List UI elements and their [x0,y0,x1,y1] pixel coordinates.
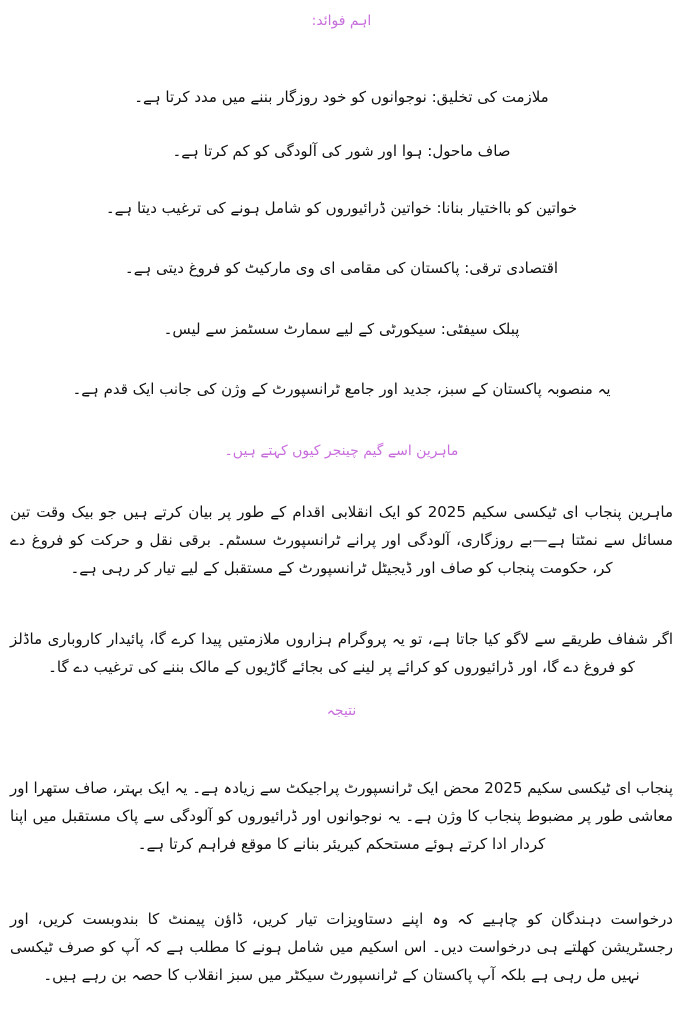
benefit-item-women-empowerment: خواتین کو بااختیار بنانا: خواتین ڈرائیوروں کو شامل ہونے کی ترغیب دیتا ہے۔ [105,199,578,217]
benefits-summary: یہ منصوبہ پاکستان کے سبز، جدید اور جامع ٹرانسپورٹ کے وژن کی جانب ایک قدم ہے۔ [72,380,611,398]
conclusion-paragraph-1: پنجاب ای ٹیکسی سکیم 2025 محض ایک ٹرانسپورٹ پراجیکٹ سے زیادہ ہے۔ یہ ایک بہتر، صاف ستھرا اور معاشی طور پر مضبوط پنجاب کا وژن ہے۔ یہ نوجوانوں اور ڈرائیوروں کو آلودگی سے پاک مستقبل میں اپنا کردار ادا کرتے ہوئے مستحکم کیریئر بنانے کا موقع فراہم کرتا ہے۔ [10,779,673,853]
benefit-item-economic-growth: اقتصادی ترقی: پاکستان کی مقامی ای وی مارکیٹ کو فروغ دیتی ہے۔ [124,259,559,277]
benefit-item-environment: صاف ماحول: ہوا اور شور کی آلودگی کو کم کرتا ہے۔ [172,142,511,160]
conclusion-paragraph-2: درخواست دہندگان کو چاہیے کہ وہ اپنے دستاویزات تیار کریں، ڈاؤن پیمنٹ کا بندوبست کریں، اور رجسٹریشن کھلتے ہی درخواست دیں۔ اس اسکیم میں شامل ہونے کا مطلب ہے کہ آپ کو صرف ٹیکسی نہیں مل رہی ہے بلکہ آپ پاکستان کے ٹرانسپورٹ سیکٹر میں سبز انقلاب کا حصہ بن رہے ہیں۔ [10,910,673,984]
benefit-item-jobs: ملازمت کی تخلیق: نوجوانوں کو خود روزگار بننے میں مدد کرتا ہے۔ [134,88,549,106]
experts-paragraph-1: ماہرین پنجاب ای ٹیکسی سکیم 2025 کو ایک انقلابی اقدام کے طور پر بیان کرتے ہیں جو بیک وقت تین مسائل سے نمٹتا ہے—بے روزگاری، آلودگی اور پرانے ٹرانسپورٹ سسٹم۔ برقی نقل و حرکت کو فروغ دے کر، حکومت پنجاب کو صاف اور ڈیجیٹل ٹرانسپورٹ کے مستقبل کے لیے تیار کر رہی ہے۔ [10,503,673,577]
experts-paragraph-2: اگر شفاف طریقے سے لاگو کیا جاتا ہے، تو یہ پروگرام ہزاروں ملازمتیں پیدا کرے گا، پائیدار کاروباری ماڈلز کو فروغ دے گا، اور ڈرائیوروں کو کرائے پر لینے کی بجائے گاڑیوں کے مالک بننے کی ترغیب دے گا۔ [10,630,673,676]
benefits-heading: اہم فوائد: [311,13,372,29]
conclusion-heading: نتیجہ [326,703,357,719]
experts-heading: ماہرین اسے گیم چینجر کیوں کہتے ہیں۔ [224,443,459,459]
benefit-item-public-safety: پبلک سیفٹی: سیکورٹی کے لیے سمارٹ سسٹمز سے لیس۔ [163,320,520,338]
